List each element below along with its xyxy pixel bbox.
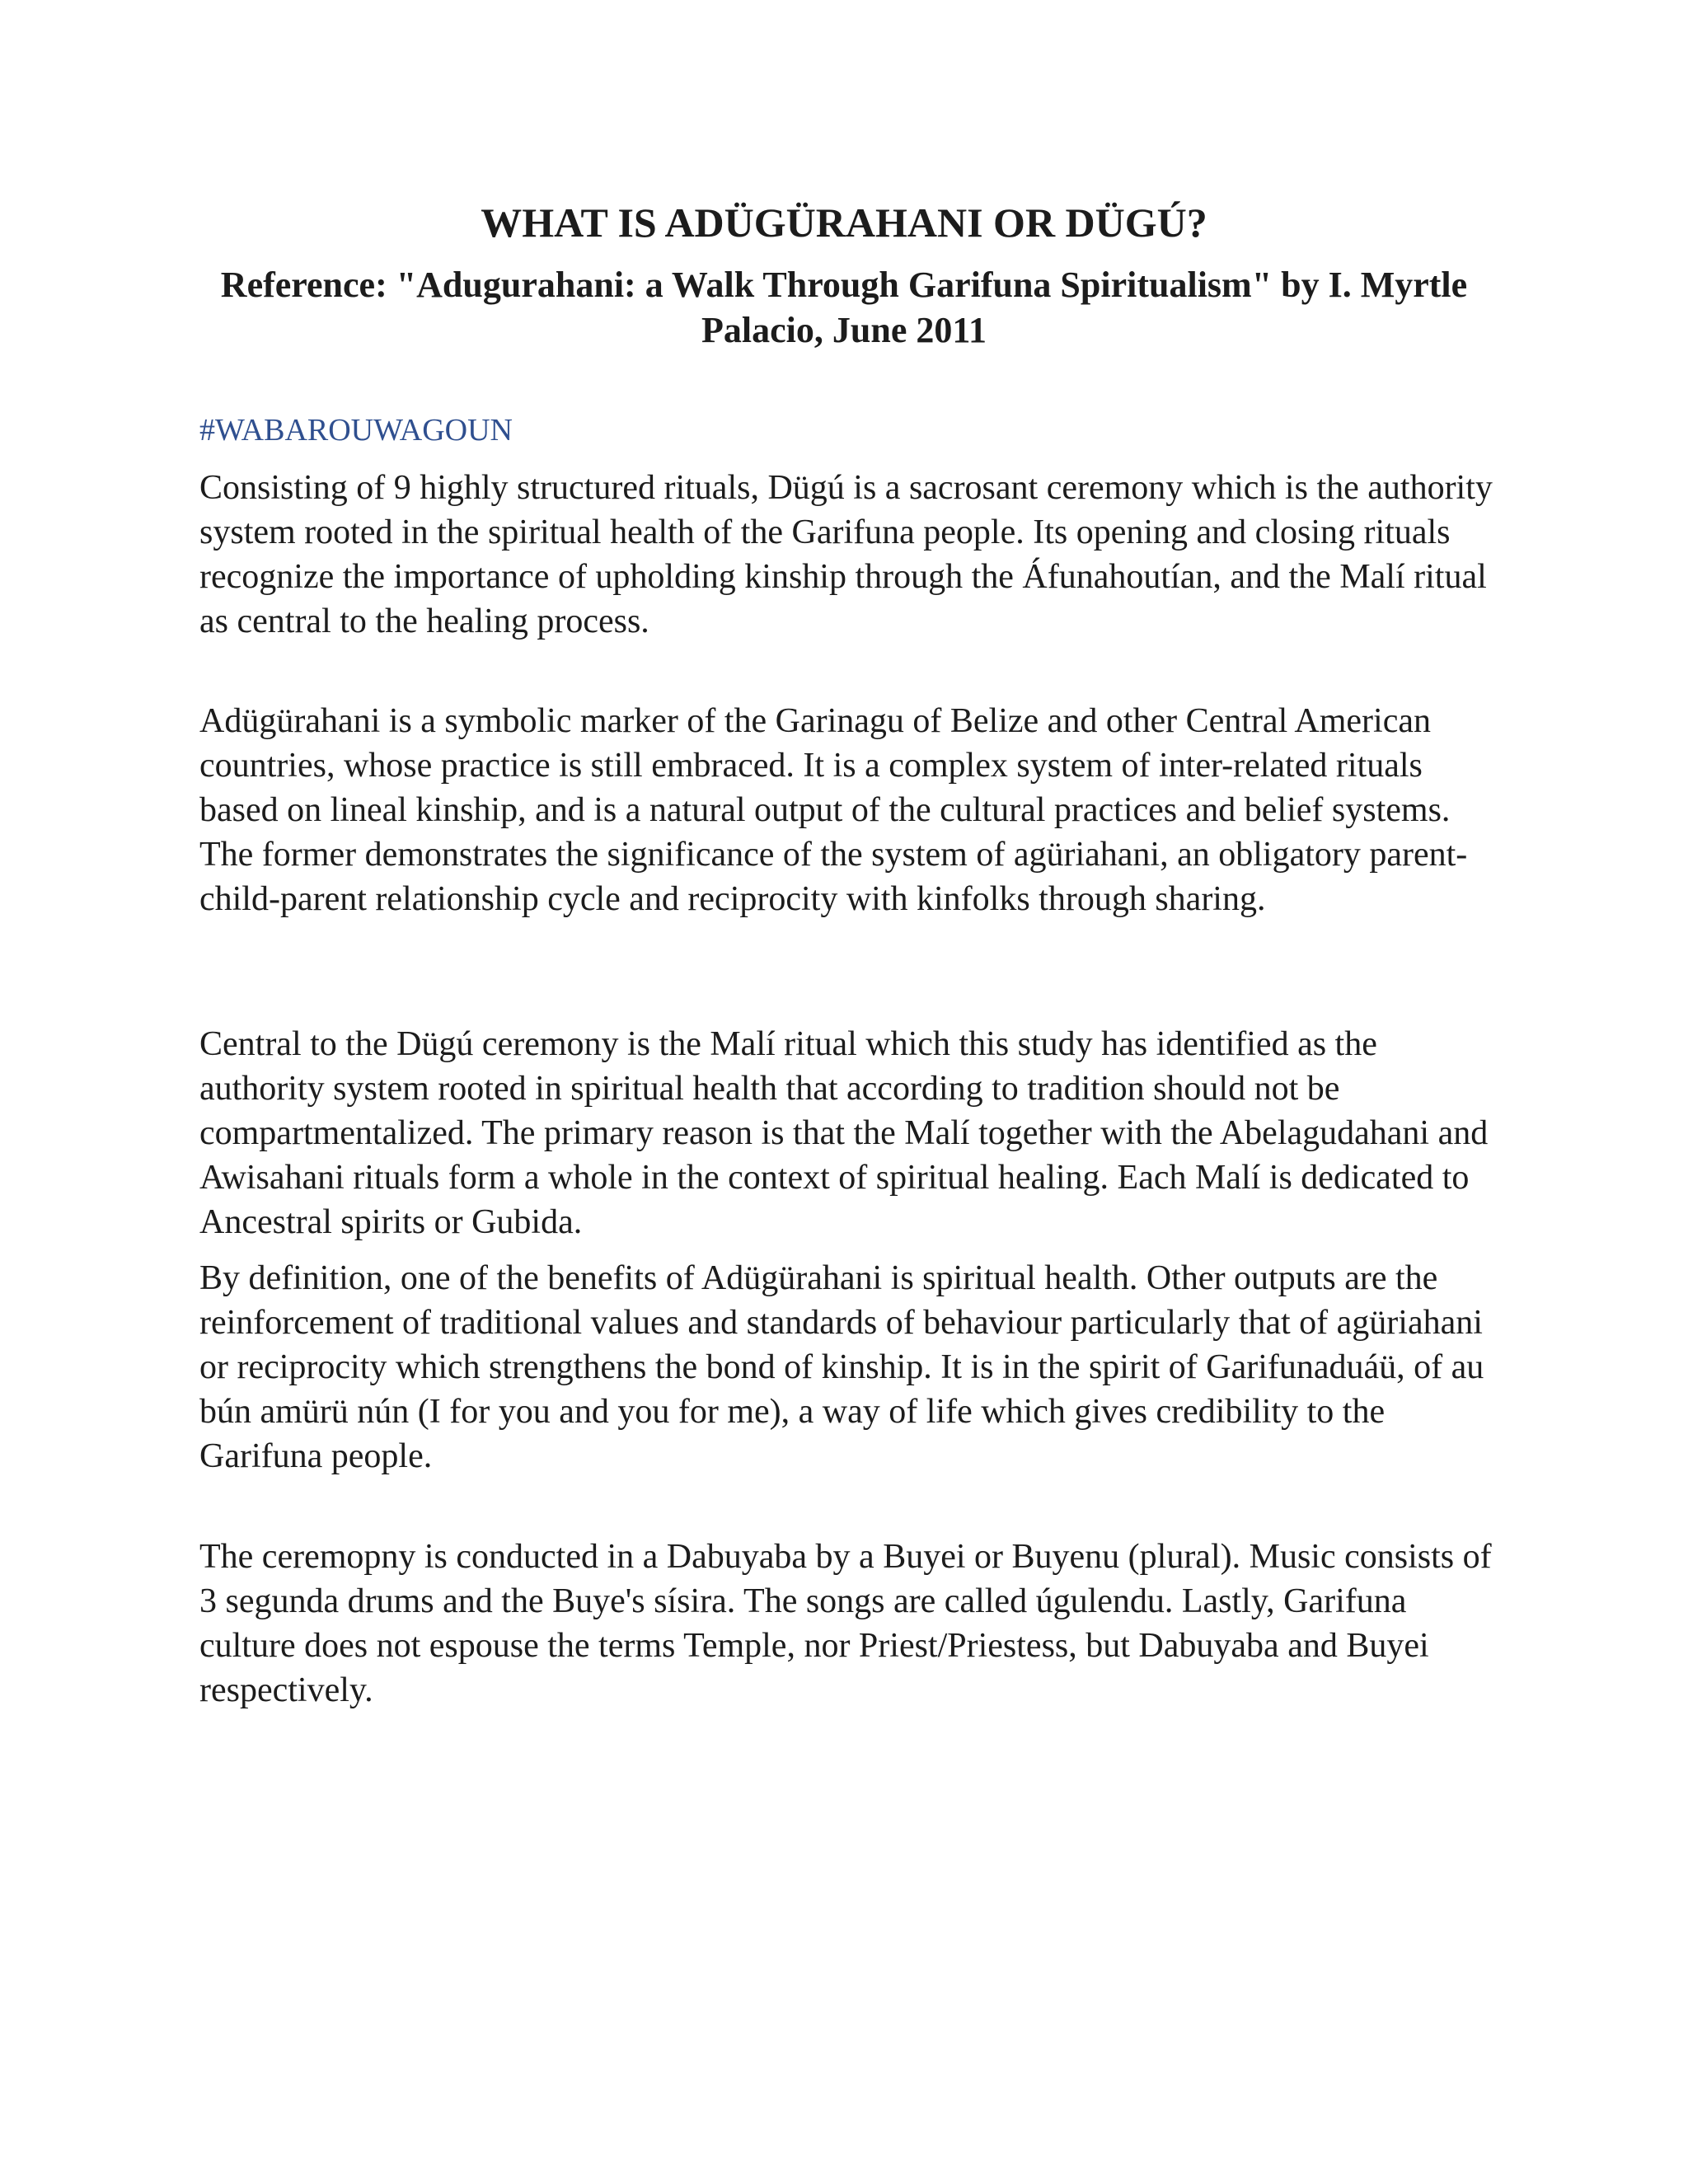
reference-citation: Reference: "Adugurahani: a Walk Through Garifuna Spiritualism" by I. Myrtle Palacio, June 2011: [220, 265, 1468, 350]
paragraph-spiritual-health: By definition, one of the benefits of Adügürahani is spiritual health. Other outputs are the reinforcement of traditional values and standards of behaviour particularly that of agüriahani or reciprocity which strengthens the bond of kinship. It is in the spirit of Garifunaduáü, of au bún amürü nún (I for you and you for me), a way of life which gives credibility to the Garifuna people.: [199, 1259, 1484, 1475]
hashtag-label: #WABAROUWAGOUN: [199, 413, 513, 448]
paragraph-mali-ritual: Central to the Dügú ceremony is the Malí ritual which this study has identified as the authority system rooted in spiritual health that according to tradition should not be compartmentalized. The primary reason is that the Malí together with the Abelagudahani and Awisahani rituals form a whole in the context of spiritual healing. Each Malí is dedicated to Ancestral spirits or Gubida.: [199, 1025, 1489, 1241]
paragraph-ceremony: The ceremopny is conducted in a Dabuyaba by a Buyei or Buyenu (plural). Music consists of 3 segunda drums and the Buye's sísira. The songs are called úgulendu. Lastly, Garifuna culture does not espouse the terms Temple, nor Priest/Priestess, but Dabuyaba and Buyei respectively.: [199, 1538, 1492, 1709]
page-title: WHAT IS ADÜGÜRAHANI OR DÜGÚ?: [481, 199, 1207, 246]
paragraph-rituals: Consisting of 9 highly structured rituals, Dügú is a sacrosant ceremony which is the authority system rooted in the spiritual health of the Garifuna people. Its opening and closing rituals recognize the importance of upholding kinship through the Áfunahoutían, and the Malí ritual as central to the healing process.: [199, 469, 1493, 640]
paragraph-symbolic-marker: Adügürahani is a symbolic marker of the Garinagu of Belize and other Central American countries, whose practice is still embraced. It is a complex system of inter-related rituals based on lineal kinship, and is a natural output of the cultural practices and belief systems. The former demonstrates the significance of the system of agüriahani, an obligatory parent-child-parent relationship cycle and reciprocity with kinfolks through sharing.: [199, 702, 1468, 918]
